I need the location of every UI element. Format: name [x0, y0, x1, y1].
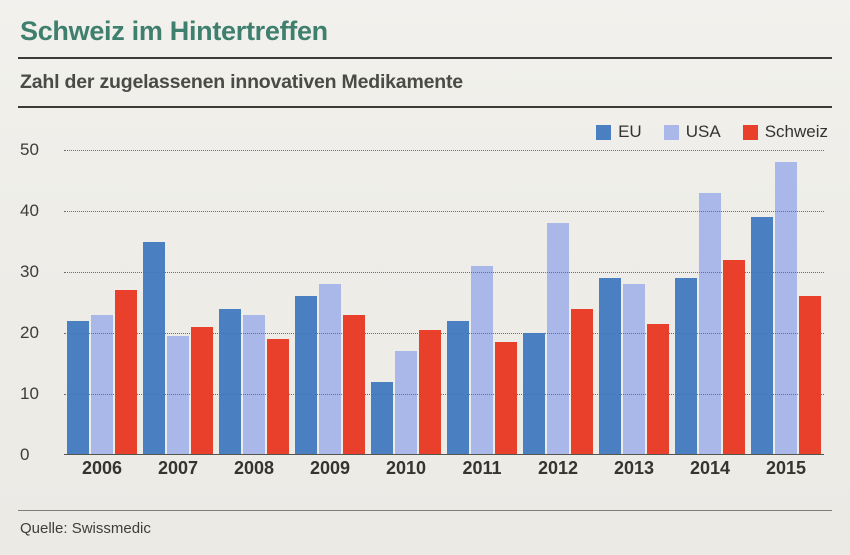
- footer-divider: [18, 510, 832, 512]
- legend-swatch-icon: [596, 125, 611, 140]
- gridline: [64, 333, 824, 334]
- bar: [775, 162, 797, 455]
- x-axis-tick-label: 2013: [613, 458, 655, 478]
- bar-group: [672, 150, 748, 455]
- bar: [599, 278, 621, 455]
- x-axis-line: [64, 454, 824, 455]
- legend-item: [743, 122, 828, 142]
- bar-group: [444, 150, 520, 455]
- x-axis-tick-label: 2014: [689, 458, 731, 478]
- x-axis-tick-label: 2006: [81, 458, 123, 478]
- bar: [799, 296, 821, 455]
- bar: [91, 315, 113, 455]
- legend-swatch-icon: [664, 125, 679, 140]
- bar-group: [596, 150, 672, 455]
- chart-area: [18, 140, 832, 485]
- bar-group: [368, 150, 444, 455]
- bar: [471, 266, 493, 455]
- bar: [167, 336, 189, 455]
- x-axis-tick-label: 2009: [309, 458, 351, 478]
- bar: [143, 242, 165, 456]
- bar-group: [64, 150, 140, 455]
- chart-legend: [596, 122, 828, 142]
- bar: [675, 278, 697, 455]
- bar: [115, 290, 137, 455]
- bar: [343, 315, 365, 455]
- bar: [447, 321, 469, 455]
- bar: [67, 321, 89, 455]
- bar: [319, 284, 341, 455]
- x-axis-labels: [64, 458, 824, 479]
- gridline: [64, 211, 824, 212]
- bar: [623, 284, 645, 455]
- x-axis-tick-label: 2007: [157, 458, 199, 478]
- bar: [267, 339, 289, 455]
- plot-region: [20, 140, 824, 464]
- gridline: [64, 394, 824, 395]
- chart-subtitle: Zahl der zugelassenen innovativen Medikamente: [20, 71, 463, 93]
- bar-group: [292, 150, 368, 455]
- bar-group: [748, 150, 824, 455]
- gridline: [64, 150, 824, 151]
- y-axis-tick-label: 50: [20, 140, 39, 159]
- y-axis-tick-label: 40: [20, 201, 39, 220]
- subtitle-divider: [18, 106, 832, 108]
- bar-group: [520, 150, 596, 455]
- page-title: Schweiz im Hintertreffen: [20, 16, 328, 46]
- legend-label: USA: [685, 122, 721, 141]
- bar: [243, 315, 265, 455]
- x-axis-tick-label: 2010: [385, 458, 427, 478]
- bar: [571, 309, 593, 455]
- bar-groups: [64, 150, 824, 455]
- legend-swatch-icon: [743, 125, 758, 140]
- gridline: [64, 272, 824, 273]
- x-axis-tick-label: 2008: [233, 458, 275, 478]
- x-axis-tick-label: 2011: [462, 458, 502, 478]
- legend-item: [664, 122, 721, 142]
- bar: [395, 351, 417, 455]
- bar: [191, 327, 213, 455]
- bar-group: [216, 150, 292, 455]
- bar: [371, 382, 393, 455]
- y-axis-tick-label: 0: [20, 445, 30, 464]
- bar: [751, 217, 773, 455]
- bar: [295, 296, 317, 455]
- legend-label: EU: [618, 122, 642, 141]
- y-axis-tick-label: 10: [20, 384, 39, 403]
- bar: [647, 324, 669, 455]
- bar: [547, 223, 569, 455]
- legend-label: Schweiz: [764, 122, 828, 141]
- bar: [495, 342, 517, 455]
- y-axis-tick-label: 20: [20, 323, 39, 342]
- bar: [419, 330, 441, 455]
- legend-item: [596, 122, 642, 142]
- y-axis-tick-label: 30: [20, 262, 39, 281]
- bar: [699, 193, 721, 455]
- source-note: Quelle: Swissmedic: [20, 520, 151, 537]
- bar: [219, 309, 241, 455]
- x-axis-tick-label: 2012: [537, 458, 579, 478]
- x-axis-tick-label: 2015: [765, 458, 807, 478]
- bar: [723, 260, 745, 455]
- bar-group: [140, 150, 216, 455]
